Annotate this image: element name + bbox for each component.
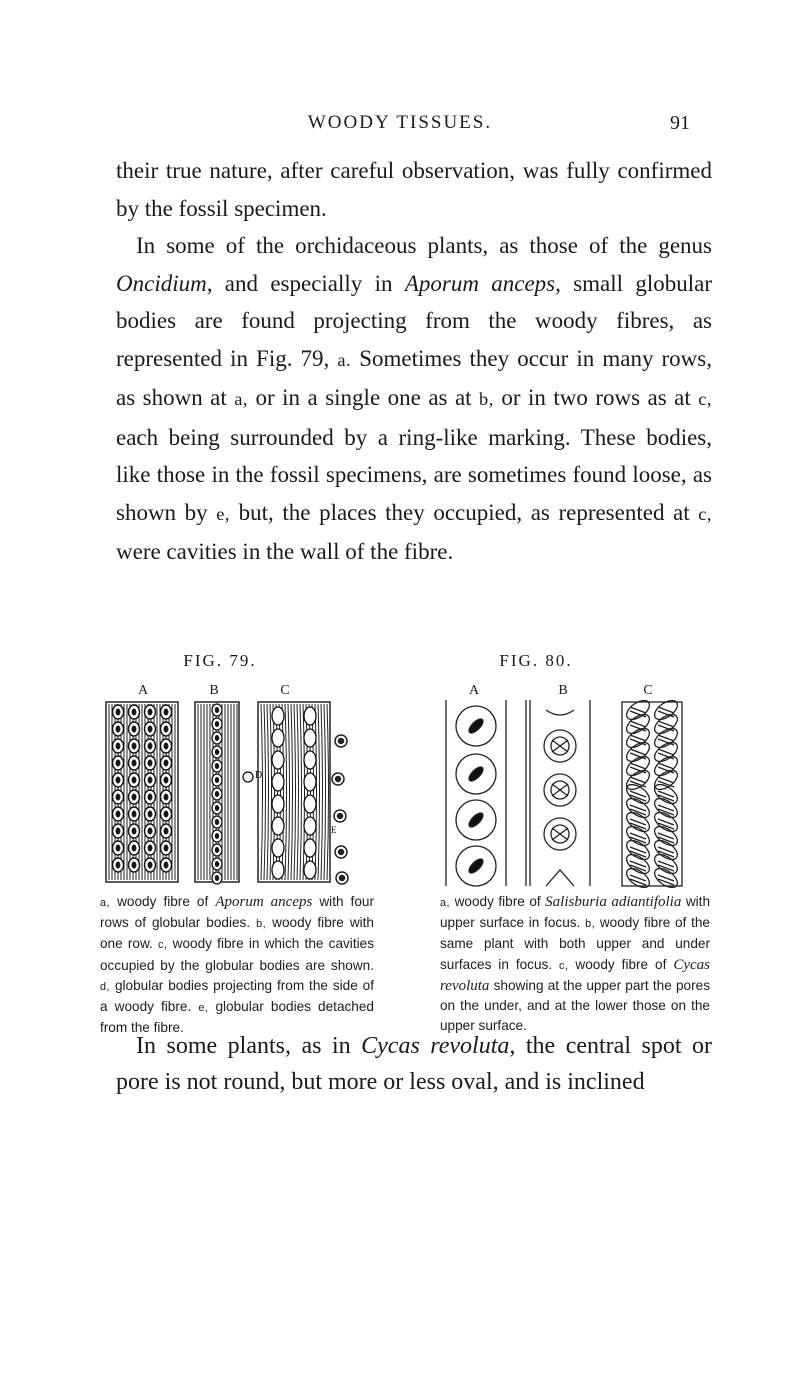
fig80-caption bbox=[440, 892, 710, 1036]
text-run: but, the places they occupied, as represented at bbox=[230, 499, 699, 525]
fig79-label-d: D bbox=[255, 770, 263, 781]
engraving-stroke bbox=[303, 704, 305, 880]
globular-body-core bbox=[148, 811, 152, 817]
text-run: small globular bodies are found projecting from the woody fibres, as represented in Fig. 79, bbox=[116, 270, 712, 371]
pit-pore bbox=[467, 857, 485, 875]
globular-body-core bbox=[215, 862, 219, 867]
text-run: the central spot or pore is not round, but more or less oval, and is inclined bbox=[116, 1033, 712, 1095]
figure-reference: b, bbox=[479, 389, 494, 409]
cavity bbox=[304, 861, 316, 879]
body-text-continued bbox=[116, 1028, 712, 1100]
caption-species: Cycas revoluta bbox=[440, 956, 710, 994]
paragraph-1: their true nature, after careful observation, was fully confirmed by the fossil specimen. bbox=[116, 158, 712, 221]
caption-text: woody fibre of bbox=[450, 894, 546, 909]
caption-text: woody fibre in which the cavities occupied by the globular bodies are shown. bbox=[100, 936, 374, 973]
caption-label: a, bbox=[100, 897, 111, 909]
globular-body-core bbox=[148, 845, 152, 851]
pit-pore bbox=[467, 717, 485, 735]
caption-label: b, bbox=[585, 918, 596, 931]
figure-reference: a, bbox=[234, 389, 249, 409]
text-run: In some plants, as in bbox=[136, 1033, 362, 1059]
globular-body-core bbox=[148, 828, 152, 834]
caption-text: woody fibre with one row. bbox=[100, 915, 374, 952]
pit-fragment bbox=[546, 710, 574, 715]
cavity bbox=[272, 861, 284, 879]
caption-text: woody fibre of bbox=[110, 894, 216, 909]
globular-body-core bbox=[116, 794, 120, 800]
fig80-letter-c: C bbox=[643, 683, 653, 698]
cavity bbox=[304, 795, 316, 813]
globular-body-core bbox=[215, 708, 219, 713]
species-name: Cycas revoluta, bbox=[361, 1033, 516, 1059]
fig79-detached-bodies bbox=[332, 735, 348, 884]
body-text bbox=[116, 152, 712, 571]
caption-text: woody fibre of bbox=[568, 956, 674, 972]
globular-body-core bbox=[132, 726, 136, 732]
cavity bbox=[272, 729, 284, 747]
globular-body-core bbox=[132, 828, 136, 834]
text-run: In some of the orchidaceous plants, as those of the genus bbox=[136, 233, 712, 258]
fig80-fibre-c bbox=[622, 698, 682, 888]
globular-body-core bbox=[215, 848, 219, 853]
engraving-stroke bbox=[285, 704, 287, 880]
fig79-letter-b: B bbox=[209, 683, 219, 698]
engraving-stroke bbox=[261, 704, 263, 880]
paragraph-2 bbox=[116, 227, 712, 571]
engraving-stroke bbox=[324, 704, 326, 880]
fig79-label-e: E bbox=[331, 825, 337, 835]
cavity bbox=[272, 707, 284, 725]
caption-text: globular bodies projecting from the side of a woody fibre. bbox=[100, 977, 374, 1015]
globular-body-core bbox=[148, 726, 152, 732]
caption-species: Aporum anceps bbox=[215, 894, 313, 910]
globular-body-core bbox=[148, 862, 152, 868]
globular-body-core bbox=[215, 778, 219, 783]
figure-reference: a. bbox=[337, 349, 352, 370]
fig80-fibre-a bbox=[446, 700, 506, 886]
globular-body-core bbox=[132, 794, 136, 800]
engraving-stroke bbox=[267, 704, 269, 880]
globular-body-core bbox=[164, 777, 168, 783]
text-run: Sometimes they occur in many rows, as shown at bbox=[116, 345, 712, 410]
pit-pore bbox=[467, 765, 485, 783]
globular-body-core bbox=[148, 777, 152, 783]
figure-reference: c, bbox=[698, 503, 712, 524]
globular-body-core bbox=[116, 726, 120, 732]
fig79-fibre-a bbox=[106, 702, 178, 882]
engraving-stroke bbox=[264, 704, 266, 880]
caption-label: a, bbox=[440, 897, 451, 909]
fig80-letter-b: B bbox=[558, 683, 568, 698]
cavity bbox=[304, 817, 316, 835]
globular-body-core bbox=[132, 845, 136, 851]
globular-body-core bbox=[116, 777, 120, 783]
globular-body-core bbox=[132, 743, 136, 749]
figure-reference: e, bbox=[216, 503, 231, 524]
globular-body-core bbox=[132, 777, 136, 783]
caption-text: showing at the upper part the pores on the under, and at the lower those on the upper surface. bbox=[440, 977, 710, 1034]
globular-body-core bbox=[215, 876, 219, 881]
globular-body-core bbox=[215, 834, 219, 839]
text-run: were cavities in the wall of the fibre. bbox=[116, 539, 454, 564]
running-head bbox=[0, 112, 800, 142]
caption-label: b, bbox=[256, 918, 267, 931]
caption-label: c, bbox=[158, 939, 168, 952]
globular-body-core bbox=[116, 743, 120, 749]
globular-body-core bbox=[148, 743, 152, 749]
globular-body-core bbox=[116, 845, 120, 851]
globular-body-core bbox=[116, 828, 120, 834]
globular-body-core bbox=[164, 862, 168, 868]
fig79-illustration bbox=[100, 698, 360, 888]
cavity bbox=[304, 751, 316, 769]
fig79-letter-c: C bbox=[280, 683, 290, 698]
genus-name: Oncidium, bbox=[116, 270, 213, 296]
engraving-stroke bbox=[297, 704, 299, 880]
fig79-fibre-b bbox=[195, 702, 253, 884]
figure-reference: c, bbox=[698, 389, 712, 409]
text-run: or in a single one as at bbox=[248, 385, 480, 410]
globular-body-core bbox=[215, 736, 219, 741]
cavity bbox=[304, 773, 316, 791]
fig80-illustration bbox=[442, 698, 702, 888]
cavity bbox=[272, 773, 284, 791]
caption-text: with upper surface in focus. bbox=[440, 894, 711, 931]
globular-body-core bbox=[164, 811, 168, 817]
globular-body-core bbox=[164, 726, 168, 732]
globular-body-core bbox=[215, 722, 219, 727]
globular-body-core bbox=[164, 760, 168, 766]
caption-species: Salisburia adiantifolia bbox=[545, 894, 682, 910]
globular-body-core bbox=[215, 820, 219, 825]
text-run: and especially in bbox=[212, 270, 405, 296]
fig80-fibre-b bbox=[526, 700, 590, 886]
globular-body-core bbox=[116, 709, 120, 715]
globular-body-core bbox=[132, 811, 136, 817]
caption-label: d, bbox=[100, 980, 111, 993]
globular-body-core bbox=[148, 709, 152, 715]
pit-fragment bbox=[546, 870, 574, 886]
cavity bbox=[272, 751, 284, 769]
globular-body-core bbox=[215, 764, 219, 769]
species-name: Aporum anceps, bbox=[404, 270, 561, 296]
engraving-stroke bbox=[318, 704, 320, 880]
globular-body-core bbox=[164, 794, 168, 800]
fig80-letter-a: A bbox=[468, 683, 480, 698]
globular-body-core bbox=[215, 792, 219, 797]
cavity bbox=[272, 839, 284, 857]
cavity bbox=[304, 839, 316, 857]
engraving-stroke bbox=[270, 704, 272, 880]
caption-label: c, bbox=[559, 959, 569, 972]
globular-body-core bbox=[132, 862, 136, 868]
caption-text: with four rows of globular bodies. bbox=[100, 894, 374, 931]
cavity bbox=[304, 729, 316, 747]
globular-body-core bbox=[215, 750, 219, 755]
globular-body-core bbox=[164, 828, 168, 834]
cavity bbox=[272, 795, 284, 813]
pit-pore bbox=[467, 811, 485, 829]
globular-body-core bbox=[148, 794, 152, 800]
running-title: WOODY TISSUES. bbox=[307, 112, 493, 133]
globular-body-core bbox=[116, 862, 120, 868]
text-run: or in two rows as at bbox=[493, 385, 699, 410]
engraving-stroke bbox=[294, 704, 296, 880]
projecting-body bbox=[243, 772, 253, 782]
globular-body-core bbox=[164, 845, 168, 851]
globular-body-core bbox=[132, 709, 136, 715]
fig80-title: FIG. 80. bbox=[499, 651, 573, 670]
engraving-stroke bbox=[321, 704, 323, 880]
globular-body-core bbox=[148, 760, 152, 766]
caption-text: woody fibre of the same plant with both upper and under surfaces in focus. bbox=[440, 915, 710, 972]
cavity bbox=[272, 817, 284, 835]
paragraph-3 bbox=[116, 1028, 712, 1100]
globular-body-core bbox=[132, 760, 136, 766]
globular-body-core bbox=[215, 806, 219, 811]
fig79-caption bbox=[100, 892, 374, 1038]
caption-text: globular bodies detached from the fibre. bbox=[100, 999, 374, 1036]
engraving-stroke bbox=[288, 704, 290, 880]
caption-label: e, bbox=[198, 1002, 209, 1015]
globular-body-core bbox=[116, 811, 120, 817]
fig79-fibre-c bbox=[258, 702, 330, 882]
globular-body-core bbox=[116, 760, 120, 766]
fig79-title: FIG. 79. bbox=[183, 651, 257, 670]
text-run: each being surrounded by a ring-like marking. These bodies, like those in the fossil specimens, are sometimes found loose, as shown by bbox=[116, 424, 712, 525]
engraving-stroke bbox=[327, 704, 329, 880]
cavity bbox=[304, 707, 316, 725]
page-number: 91 bbox=[670, 112, 690, 134]
fig79-letter-a: A bbox=[137, 683, 149, 698]
globular-body-core bbox=[164, 709, 168, 715]
engraving-stroke bbox=[300, 704, 302, 880]
engraving-stroke bbox=[291, 704, 293, 880]
globular-body-core bbox=[164, 743, 168, 749]
